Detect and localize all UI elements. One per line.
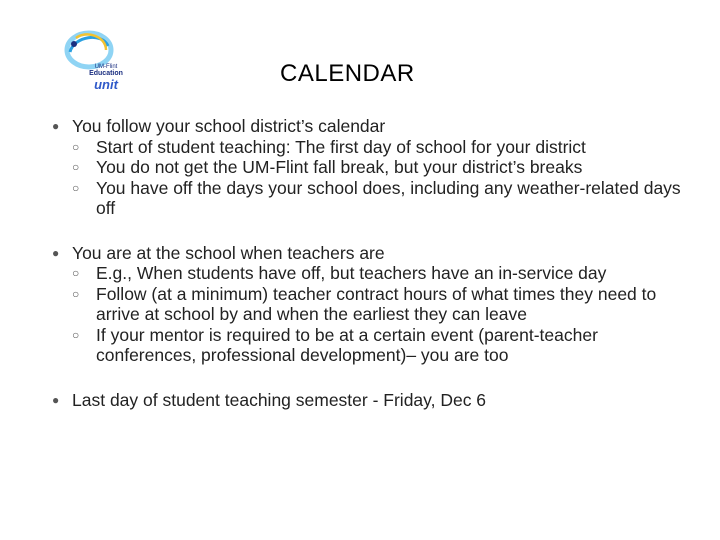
logo-line2: Education <box>89 70 123 77</box>
sub-bullet-item <box>72 137 692 158</box>
bullet-text: Last day of student teaching semester - Friday, Dec 6 <box>72 389 487 410</box>
bullet-item <box>52 243 692 366</box>
sub-bullet-item <box>72 263 692 284</box>
bullet-item <box>52 390 692 411</box>
bullet-text: You follow your school district’s calendar <box>72 116 386 136</box>
sub-bullet-circle-icon: ○ <box>72 286 80 301</box>
sub-bullet-text: You do not get the UM-Flint fall break, but your district’s breaks <box>96 157 583 177</box>
sub-bullet-circle-icon: ○ <box>72 266 80 280</box>
page-title: CALENDAR <box>280 60 415 87</box>
bullet-dot-icon: ● <box>52 392 60 407</box>
sub-bullet-list <box>72 137 692 219</box>
sub-bullet-circle-icon: ○ <box>72 327 80 342</box>
sub-bullet-item <box>72 284 692 325</box>
sub-bullet-circle-icon: ○ <box>72 160 80 174</box>
bullet-dot-icon: ● <box>52 119 60 133</box>
education-unit-logo <box>62 30 142 92</box>
sub-bullet-text: Follow (at a minimum) teacher contract hours of what times they need to arrive at school by and when the earliest they can leave <box>96 283 657 324</box>
sub-bullet-text: Start of student teaching: The first day of school for your district <box>96 136 586 157</box>
logo-line1: UM-Flint <box>94 64 118 70</box>
bullet-dot-icon: ● <box>52 245 60 260</box>
sub-bullet-text: If your mentor is required to be at a certain event (parent-teacher conferences, professional development)– you are too <box>96 324 598 365</box>
bullet-text: You are at the school when teachers are <box>72 242 385 263</box>
sub-bullet-list <box>72 263 692 366</box>
bullet-list <box>52 116 692 410</box>
bullet-item <box>52 116 692 219</box>
sub-bullet-text: You have off the days your school does, including any weather-related days off <box>96 177 681 218</box>
sub-bullet-circle-icon: ○ <box>72 180 80 195</box>
sub-bullet-item <box>72 325 692 366</box>
sub-bullet-item <box>72 157 692 178</box>
sub-bullet-item <box>72 178 692 219</box>
logo-line3: unit <box>94 77 118 92</box>
sub-bullet-text: E.g., When students have off, but teachers have an in-service day <box>96 263 607 283</box>
logo-text <box>76 64 136 91</box>
sub-bullet-circle-icon: ○ <box>72 139 80 154</box>
